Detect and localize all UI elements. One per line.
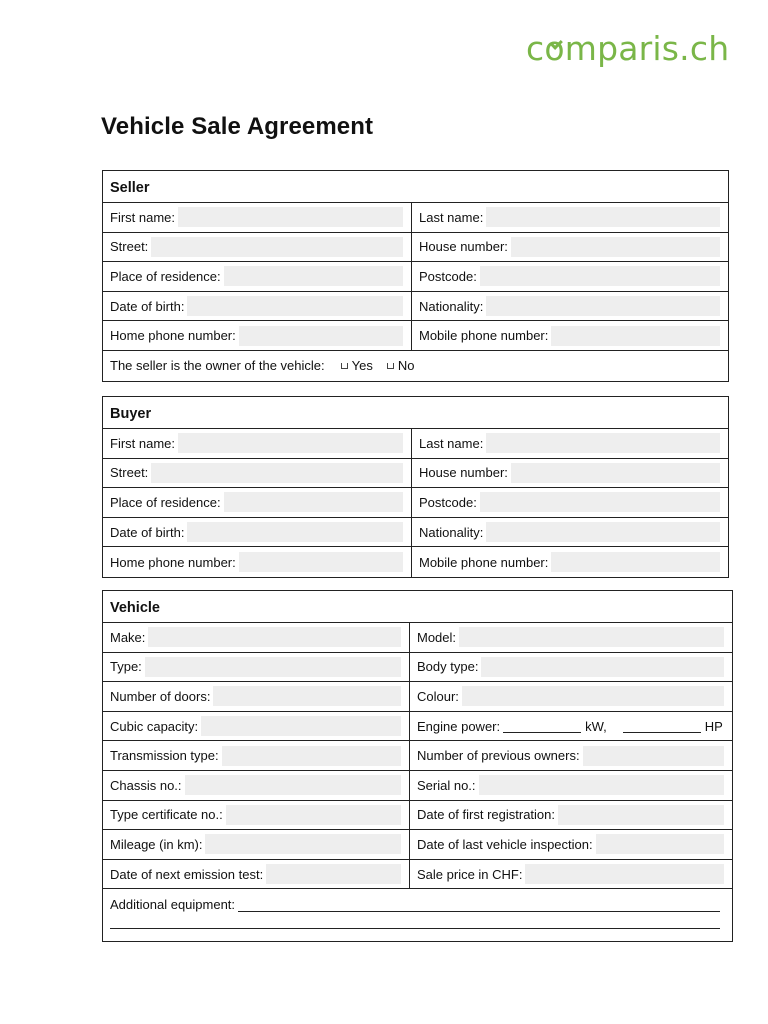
seller-mobile-phone-cell: Mobile phone number: [412, 321, 728, 351]
buyer-dob-field[interactable] [187, 522, 403, 542]
additional-equipment-line-1[interactable] [238, 899, 720, 912]
vehicle-type-field[interactable] [145, 657, 401, 677]
seller-first-name-cell: First name: [103, 203, 412, 233]
buyer-residence-field[interactable] [224, 492, 403, 512]
checkmark-o-logo-mark: o [544, 29, 565, 68]
seller-section [102, 170, 729, 382]
buyer-mobile-phone-cell: Mobile phone number: [412, 547, 728, 577]
vehicle-serial-field[interactable] [479, 775, 724, 795]
seller-home-phone-field[interactable] [239, 326, 403, 346]
vehicle-type-cell: Type: [103, 653, 410, 683]
vehicle-last-inspection-cell: Date of last vehicle inspection: [410, 830, 732, 860]
vehicle-previous-owners-cell: Number of previous owners: [410, 741, 732, 771]
buyer-residence-cell: Place of residence: [103, 488, 412, 518]
vehicle-first-registration-cell: Date of first registration: [410, 801, 732, 831]
buyer-nationality-cell: Nationality: [412, 518, 728, 548]
buyer-nationality-field[interactable] [486, 522, 720, 542]
vehicle-chassis-field[interactable] [185, 775, 401, 795]
seller-home-phone-cell: Home phone number: [103, 321, 412, 351]
vehicle-make-field[interactable] [148, 627, 401, 647]
buyer-dob-cell: Date of birth: [103, 518, 412, 548]
seller-heading: Seller [103, 171, 728, 203]
vehicle-transmission-field[interactable] [222, 746, 401, 766]
seller-house-number-cell: House number: [412, 233, 728, 263]
seller-house-number-field[interactable] [511, 237, 720, 257]
seller-residence-cell: Place of residence: [103, 262, 412, 292]
owner-yes-option[interactable]: Yes [325, 358, 373, 373]
vehicle-type-certificate-field[interactable] [226, 805, 401, 825]
seller-mobile-phone-field[interactable] [551, 326, 720, 346]
seller-postcode-field[interactable] [480, 266, 720, 286]
vehicle-previous-owners-field[interactable] [583, 746, 724, 766]
seller-street-field[interactable] [151, 237, 403, 257]
vehicle-make-cell: Make: [103, 623, 410, 653]
seller-owner-row: The seller is the owner of the vehicle: Yes No [110, 358, 415, 374]
seller-last-name-cell: Last name: [412, 203, 728, 233]
buyer-last-name-cell: Last name: [412, 429, 728, 459]
seller-dob-field[interactable] [187, 296, 403, 316]
seller-first-name-field[interactable] [178, 207, 403, 227]
buyer-street-cell: Street: [103, 459, 412, 489]
vehicle-first-registration-field[interactable] [558, 805, 724, 825]
vehicle-transmission-cell: Transmission type: [103, 741, 410, 771]
vehicle-heading: Vehicle [103, 591, 732, 623]
comparis-logo: co mparis.ch [526, 29, 730, 68]
buyer-home-phone-field[interactable] [239, 552, 403, 572]
vehicle-section [102, 590, 733, 942]
checkbox-icon [387, 363, 394, 369]
vehicle-serial-cell: Serial no.: [410, 771, 732, 801]
vehicle-colour-cell: Colour: [410, 682, 732, 712]
vehicle-emission-test-cell: Date of next emission test: [103, 860, 410, 890]
vehicle-model-field[interactable] [459, 627, 724, 647]
seller-postcode-cell: Postcode: [412, 262, 728, 292]
vehicle-chassis-cell: Chassis no.: [103, 771, 410, 801]
vehicle-doors-cell: Number of doors: [103, 682, 410, 712]
vehicle-sale-price-field[interactable] [525, 864, 724, 884]
seller-street-cell: Street: [103, 233, 412, 263]
seller-residence-field[interactable] [224, 266, 403, 286]
buyer-first-name-cell: First name: [103, 429, 412, 459]
buyer-last-name-field[interactable] [486, 433, 720, 453]
buyer-house-number-cell: House number: [412, 459, 728, 489]
checkbox-icon [341, 363, 348, 369]
vehicle-body-type-cell: Body type: [410, 653, 732, 683]
vehicle-cubic-capacity-cell: Cubic capacity: [103, 712, 410, 742]
buyer-first-name-field[interactable] [178, 433, 403, 453]
vehicle-sale-price-cell: Sale price in CHF: [410, 860, 732, 890]
owner-no-option[interactable]: No [373, 358, 415, 373]
engine-power-kw-blank[interactable] [503, 720, 581, 733]
buyer-postcode-field[interactable] [480, 492, 720, 512]
vehicle-cubic-capacity-field[interactable] [201, 716, 401, 736]
seller-last-name-field[interactable] [486, 207, 720, 227]
buyer-heading: Buyer [103, 397, 728, 429]
buyer-home-phone-cell: Home phone number: [103, 547, 412, 577]
vehicle-emission-test-field[interactable] [266, 864, 401, 884]
vehicle-colour-field[interactable] [462, 686, 724, 706]
buyer-house-number-field[interactable] [511, 463, 720, 483]
vehicle-mileage-field[interactable] [205, 834, 401, 854]
seller-nationality-cell: Nationality: [412, 292, 728, 322]
buyer-postcode-cell: Postcode: [412, 488, 728, 518]
vehicle-last-inspection-field[interactable] [596, 834, 724, 854]
vehicle-mileage-cell: Mileage (in km): [103, 830, 410, 860]
additional-equipment-line-2[interactable] [110, 912, 720, 929]
vehicle-doors-field[interactable] [213, 686, 401, 706]
seller-nationality-field[interactable] [486, 296, 720, 316]
buyer-street-field[interactable] [151, 463, 403, 483]
buyer-section [102, 396, 729, 578]
page-title: Vehicle Sale Agreement [101, 113, 374, 140]
vehicle-engine-power-cell: Engine power: kW, HP [410, 712, 732, 742]
seller-dob-cell: Date of birth: [103, 292, 412, 322]
additional-equipment-row: Additional equipment: [103, 889, 732, 941]
vehicle-body-type-field[interactable] [481, 657, 724, 677]
vehicle-model-cell: Model: [410, 623, 732, 653]
vehicle-type-certificate-cell: Type certificate no.: [103, 801, 410, 831]
engine-power-hp-blank[interactable] [623, 720, 701, 733]
buyer-mobile-phone-field[interactable] [551, 552, 720, 572]
